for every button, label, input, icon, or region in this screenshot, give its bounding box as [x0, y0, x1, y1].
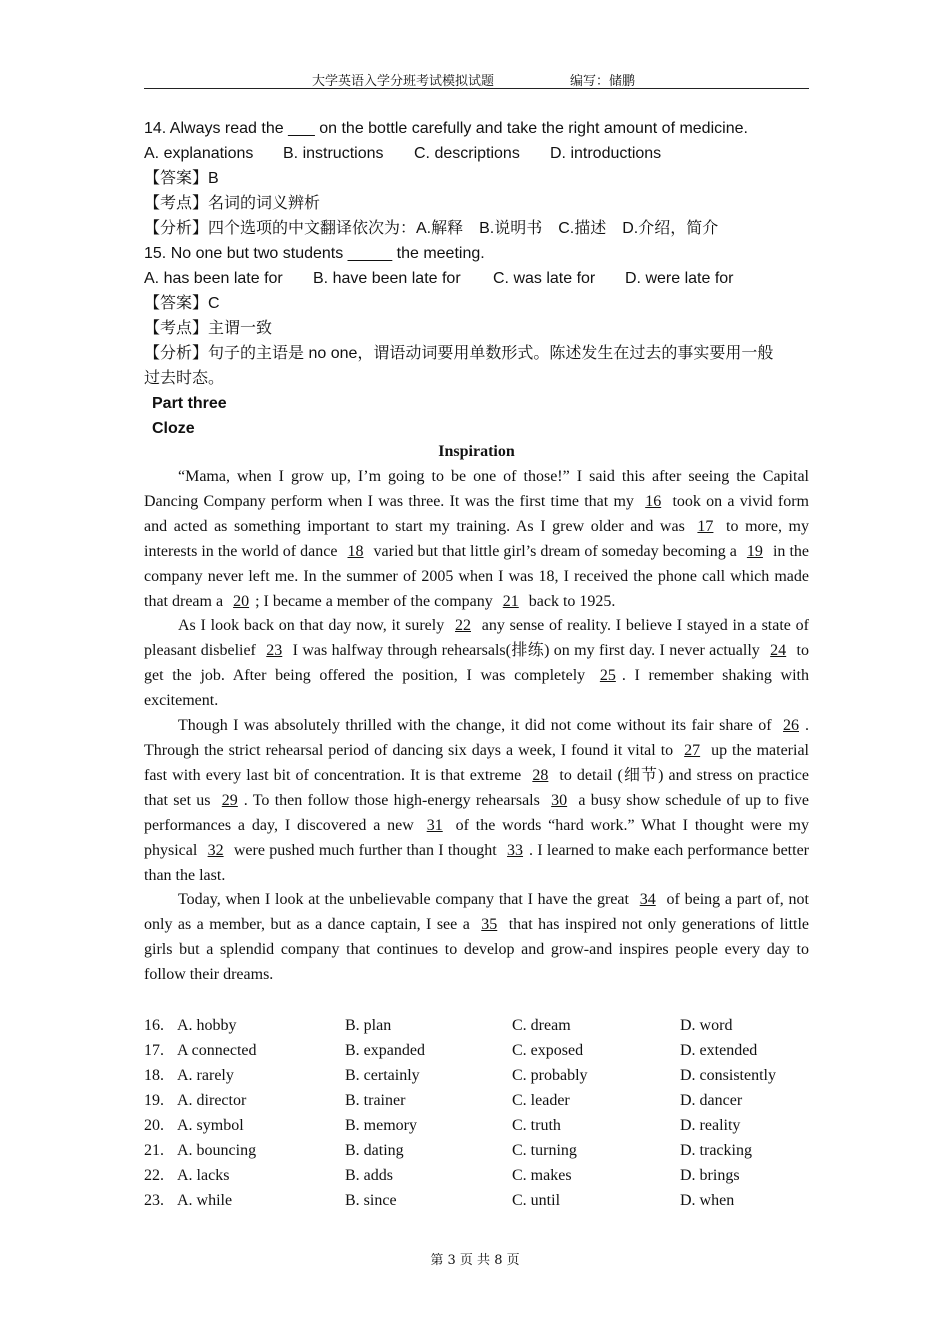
question-number: 16. [144, 1017, 164, 1034]
option-d: D. dancer [680, 1092, 743, 1109]
option-a: A. director [177, 1092, 247, 1109]
question-number: 23. [144, 1192, 164, 1209]
option-d: D. extended [680, 1042, 758, 1059]
q15-options [144, 269, 809, 289]
q14-analysis: 【分析】四个选项的中文翻译依次为：A.解释 B.说明书 C.描述 D.介绍，简介 [144, 220, 719, 237]
option-c: C. probably [512, 1067, 588, 1084]
option-b: B. trainer [345, 1092, 406, 1109]
blank-32: 32 [207, 841, 224, 859]
option-c: C. turning [512, 1142, 577, 1159]
q14-stem: 14. Always read the ___ on the bottle carefully and take the right amount of medicine. [144, 120, 748, 137]
question-row [144, 1089, 809, 1114]
q14-option-a: A. explanations [144, 145, 254, 162]
option-c: C. until [512, 1192, 561, 1209]
option-b: B. expanded [345, 1042, 425, 1059]
option-d: D. consistently [680, 1067, 776, 1084]
passage-paragraph-1: “Mama, when I grow up, I’m going to be one of those!” I said this after seeing the Capital Dancing Company perform when I was three. It was the first time that my 16 took on a vivid form and acted as something important to start my training. As I grew older and was 17 to more, my interests in the world of dance 18 varied but that little girl’s dream of someday becoming a 19 in the company never left me. In the summer of 2005 when I was 18, I received the phone call which made that dream a 20 ; I became a member of the company 21 back to 1925. [144, 468, 810, 610]
blank-16: 16 [645, 492, 662, 510]
option-a: A. lacks [177, 1167, 230, 1184]
option-a: A. hobby [177, 1017, 237, 1034]
option-c: C. dream [512, 1017, 571, 1034]
question-row [144, 1114, 809, 1139]
option-b: B. plan [345, 1017, 392, 1034]
q15-option-d: D. were late for [625, 270, 734, 287]
passage-paragraph-4: Today, when I look at the unbelievable company that I have the great 34 of being a part of, not only as a member, but as a dance captain, I see a 35 that has inspired not only generations of little girls but a splendid company that continues to develop and grow-and inspires people every day to follow their dreams. [144, 891, 810, 984]
question-row [144, 1164, 809, 1189]
blank-18: 18 [347, 542, 364, 560]
blank-21: 21 [502, 592, 519, 610]
question-number: 19. [144, 1092, 164, 1109]
option-a: A. rarely [177, 1067, 234, 1084]
header-title: 大学英语入学分班考试模拟试题 [312, 74, 495, 89]
option-b: B. dating [345, 1142, 404, 1159]
option-d: D. brings [680, 1167, 740, 1184]
question-number: 20. [144, 1117, 164, 1134]
blank-31: 31 [426, 816, 443, 834]
question-number: 18. [144, 1067, 164, 1084]
question-number: 17. [144, 1042, 164, 1059]
passage-paragraph-3: Though I was absolutely thrilled with the change, it did not come without its fair share of 26 . Through the strict rehearsal period of dancing six days a week, I found it vital to 27 up the material fast with every last bit of concentration. It is that extreme 28 to detail (细节) and stress on practice that set us 29 . To then follow those high-energy rehearsals 30 a busy show schedule of up to five performances a day, I discovered a new 31 of the words “hard work.” What I thought were my physical 32 were pushed much further than I thought 33 . I learned to make each performance better than the last. [144, 717, 810, 884]
q14-answer: 【答案】B [144, 170, 219, 187]
passage-title: Inspiration [438, 443, 515, 460]
option-c: C. makes [512, 1167, 572, 1184]
q15-answer: 【答案】C [144, 295, 220, 312]
page-header [144, 70, 809, 89]
question-row [144, 1139, 809, 1164]
q14-options [144, 144, 809, 164]
blank-33: 33 [507, 841, 524, 859]
blank-30: 30 [551, 791, 568, 809]
q15-stem: 15. No one but two students _____ the meeting. [144, 245, 485, 262]
q15-analysis-line1: 【分析】句子的主语是 no one，谓语动词要用单数形式。陈述发生在过去的事实要用一般 [144, 345, 774, 362]
page-footer: 第 3 页 共 8 页 [430, 1253, 520, 1268]
q15-point: 【考点】主谓一致 [144, 320, 273, 337]
passage-body [144, 465, 809, 988]
blank-26: 26 [783, 717, 799, 735]
blank-25: 25 [599, 667, 616, 685]
q15-option-a: A. has been late for [144, 270, 283, 287]
q15-option-b: B. have been late for [313, 270, 461, 287]
q14-option-d: D. introductions [550, 145, 662, 162]
option-b: B. memory [345, 1117, 417, 1134]
blank-19: 19 [746, 542, 763, 560]
blank-20: 20 [233, 592, 250, 610]
passage-paragraph-2: As I look back on that day now, it surely 22 any sense of reality. I believe I stayed in a state of pleasant disbelief 23 I was halfway through rehearsals(排练) on my first day. I never actually 24 to get the job. After being offered the position, I was completely 25 . I remember shaking with excitement. [144, 617, 809, 710]
question-row [144, 1039, 809, 1064]
question-row [144, 1189, 809, 1214]
option-a: A connected [177, 1042, 257, 1059]
blank-29: 29 [221, 791, 238, 809]
option-b: B. since [345, 1192, 397, 1209]
q14-option-b: B. instructions [283, 145, 384, 162]
option-d: D. when [680, 1192, 735, 1209]
question-number: 21. [144, 1142, 164, 1159]
q15-analysis-line2: 过去时态。 [144, 370, 225, 387]
option-c: C. exposed [512, 1042, 584, 1059]
q14-option-c: C. descriptions [414, 145, 520, 162]
blank-27: 27 [684, 741, 701, 759]
header-author: 编写：储鹏 [570, 74, 636, 89]
q15-option-c: C. was late for [493, 270, 596, 287]
option-a: A. while [177, 1192, 233, 1209]
blank-28: 28 [532, 766, 549, 784]
blank-17: 17 [697, 517, 714, 535]
blank-22: 22 [455, 617, 471, 635]
option-c: C. leader [512, 1092, 570, 1109]
option-b: B. adds [345, 1167, 393, 1184]
question-row [144, 1064, 809, 1089]
option-b: B. certainly [345, 1067, 420, 1084]
option-d: D. tracking [680, 1142, 752, 1159]
option-d: D. reality [680, 1117, 741, 1134]
blank-34: 34 [639, 891, 656, 909]
part-subheading: Cloze [152, 420, 195, 437]
q14-point: 【考点】名词的词义辨析 [144, 195, 321, 212]
option-d: D. word [680, 1017, 733, 1034]
option-c: C. truth [512, 1117, 561, 1134]
question-row [144, 1014, 809, 1039]
part-heading: Part three [152, 395, 227, 412]
blank-23: 23 [266, 642, 283, 660]
blank-24: 24 [770, 642, 787, 660]
blank-35: 35 [481, 916, 498, 934]
option-a: A. bouncing [177, 1142, 257, 1159]
question-number: 22. [144, 1167, 164, 1184]
option-a: A. symbol [177, 1117, 244, 1134]
